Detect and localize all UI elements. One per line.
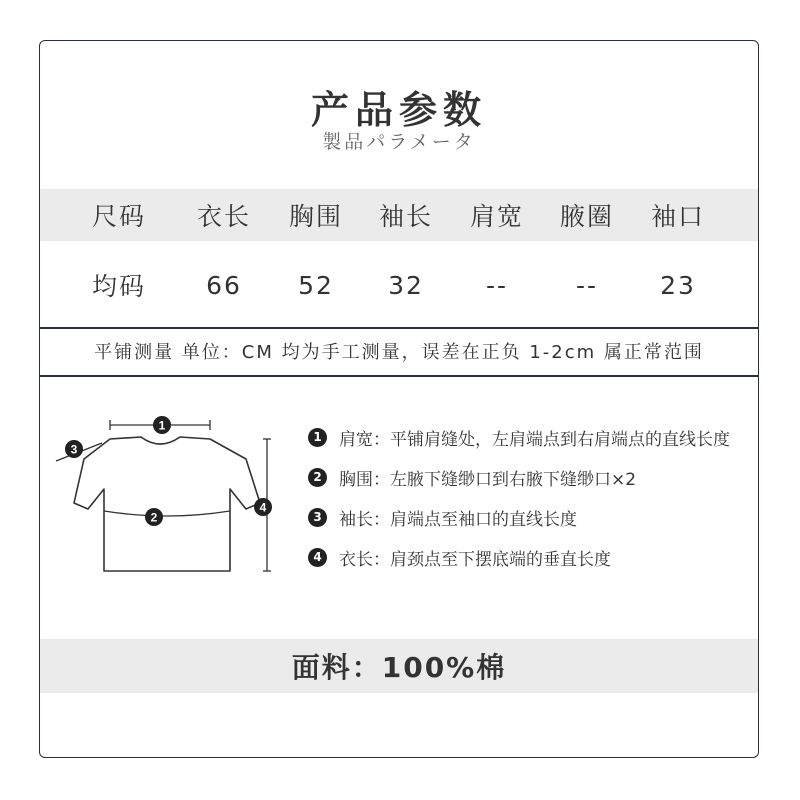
page-subtitle: 製品パラメータ bbox=[322, 131, 476, 153]
column-header: 袖口 bbox=[650, 202, 705, 231]
table-cell: 32 bbox=[388, 270, 424, 300]
table-cell: 52 bbox=[298, 270, 334, 300]
table-cell: 66 bbox=[206, 270, 242, 300]
page-title: 产品参数 bbox=[310, 88, 487, 132]
table-cell: -- bbox=[575, 270, 599, 300]
legend-item bbox=[308, 417, 730, 457]
measurement-note: 平铺测量 单位：CM 均为手工测量，误差在正负 1-2cm 属正常范围 bbox=[94, 342, 704, 363]
column-header: 衣长 bbox=[196, 202, 251, 231]
column-header: 腋圈 bbox=[559, 202, 614, 231]
marker-3 bbox=[65, 440, 83, 458]
table-cell: -- bbox=[485, 270, 509, 300]
tshirt-outline-icon bbox=[74, 437, 260, 571]
column-header: 胸围 bbox=[288, 202, 343, 231]
table-cell: 23 bbox=[660, 270, 696, 300]
legend-number: 2 bbox=[308, 468, 327, 487]
marker-4 bbox=[254, 498, 272, 516]
svg-text:2: 2 bbox=[150, 510, 158, 525]
tshirt-diagram bbox=[50, 403, 280, 583]
size-table-header bbox=[40, 189, 758, 241]
divider bbox=[40, 327, 758, 329]
legend-text: 胸围：左腋下缝缈口到右腋下缝缈口×2 bbox=[339, 469, 637, 490]
legend-number: 3 bbox=[308, 508, 327, 527]
column-header: 袖长 bbox=[378, 202, 433, 231]
legend-text: 袖长：肩端点至袖口的直线长度 bbox=[339, 509, 577, 530]
marker-1 bbox=[153, 416, 171, 434]
column-header: 尺码 bbox=[91, 202, 146, 231]
column-header: 肩宽 bbox=[469, 202, 524, 231]
size-table-row bbox=[40, 261, 758, 309]
divider bbox=[40, 375, 758, 377]
legend-item bbox=[308, 457, 730, 497]
legend-item bbox=[308, 537, 730, 577]
product-parameter-card bbox=[39, 40, 759, 758]
svg-text:3: 3 bbox=[70, 442, 78, 457]
legend-number: 4 bbox=[308, 548, 327, 567]
marker-2 bbox=[145, 508, 163, 526]
svg-text:1: 1 bbox=[158, 418, 166, 433]
legend-number: 1 bbox=[308, 428, 327, 447]
svg-text:4: 4 bbox=[259, 500, 267, 515]
measurement-legend bbox=[308, 417, 730, 577]
legend-text: 肩宽：平铺肩缝处，左肩端点到右肩端点的直线长度 bbox=[339, 429, 730, 450]
fabric-info: 面料：100%棉 bbox=[40, 639, 758, 693]
table-cell: 均码 bbox=[91, 272, 146, 301]
legend-text: 衣长：肩颈点至下摆底端的垂直长度 bbox=[339, 549, 611, 570]
legend-item bbox=[308, 497, 730, 537]
